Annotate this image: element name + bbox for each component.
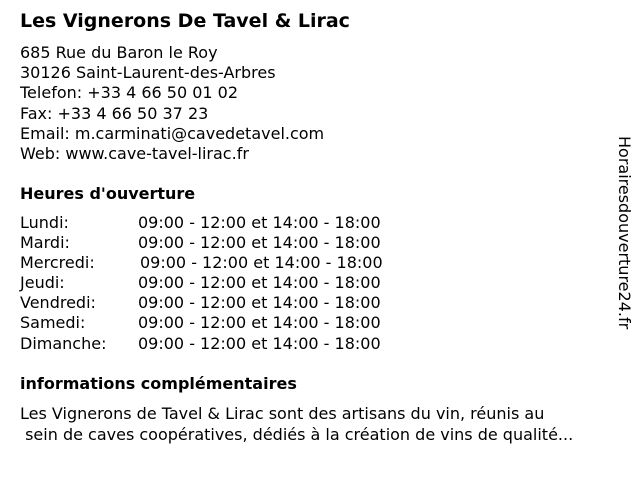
day-label: Dimanche: [20, 333, 107, 353]
info-line-1: Les Vignerons de Tavel & Lirac sont des artisans du vin, réunis au [20, 404, 545, 423]
fax-number: Fax: +33 4 66 50 37 23 [20, 103, 209, 123]
hours-row-monday [20, 213, 440, 233]
day-label: Vendredi: [20, 293, 96, 313]
website-address: Web: www.cave-tavel-lirac.fr [20, 144, 249, 164]
hours-row-friday [20, 293, 440, 313]
info-line-2: sein de caves coopératives, dédiés à la création de vins de qualité... [20, 425, 574, 444]
phone-number: Telefon: +33 4 66 50 01 02 [20, 83, 239, 103]
opening-hours-table [20, 213, 440, 354]
day-label: Mercredi: [20, 253, 95, 273]
time-range: 09:00 - 12:00 et 14:00 - 18:00 [138, 333, 381, 353]
time-range: 09:00 - 12:00 et 14:00 - 18:00 [138, 293, 381, 313]
time-range: 09:00 - 12:00 et 14:00 - 18:00 [138, 213, 381, 232]
site-watermark: Horairesdouverture24.fr [615, 136, 634, 330]
hours-row-saturday [20, 313, 440, 333]
day-label: Samedi: [20, 313, 86, 333]
address-line-city: 30126 Saint-Laurent-des-Arbres [20, 63, 276, 83]
business-name: Les Vignerons De Tavel & Lirac [20, 10, 350, 32]
hours-row-sunday [20, 334, 440, 354]
day-label: Mardi: [20, 233, 70, 253]
hours-row-wednesday [20, 253, 440, 273]
time-range: 09:00 - 12:00 et 14:00 - 18:00 [140, 253, 383, 273]
contact-block [20, 43, 324, 164]
opening-hours-heading: Heures d'ouverture [20, 184, 196, 203]
day-label: Jeudi: [20, 273, 65, 293]
time-range: 09:00 - 12:00 et 14:00 - 18:00 [138, 273, 381, 293]
day-label: Lundi: [20, 213, 69, 232]
additional-info-text [20, 403, 573, 445]
email-address: Email: m.carminati@cavedetavel.com [20, 123, 325, 143]
hours-row-thursday [20, 273, 440, 293]
time-range: 09:00 - 12:00 et 14:00 - 18:00 [138, 233, 381, 253]
time-range: 09:00 - 12:00 et 14:00 - 18:00 [138, 313, 381, 333]
additional-info-heading: informations complémentaires [20, 374, 297, 393]
address-line-street: 685 Rue du Baron le Roy [20, 43, 218, 62]
hours-row-tuesday [20, 233, 440, 253]
